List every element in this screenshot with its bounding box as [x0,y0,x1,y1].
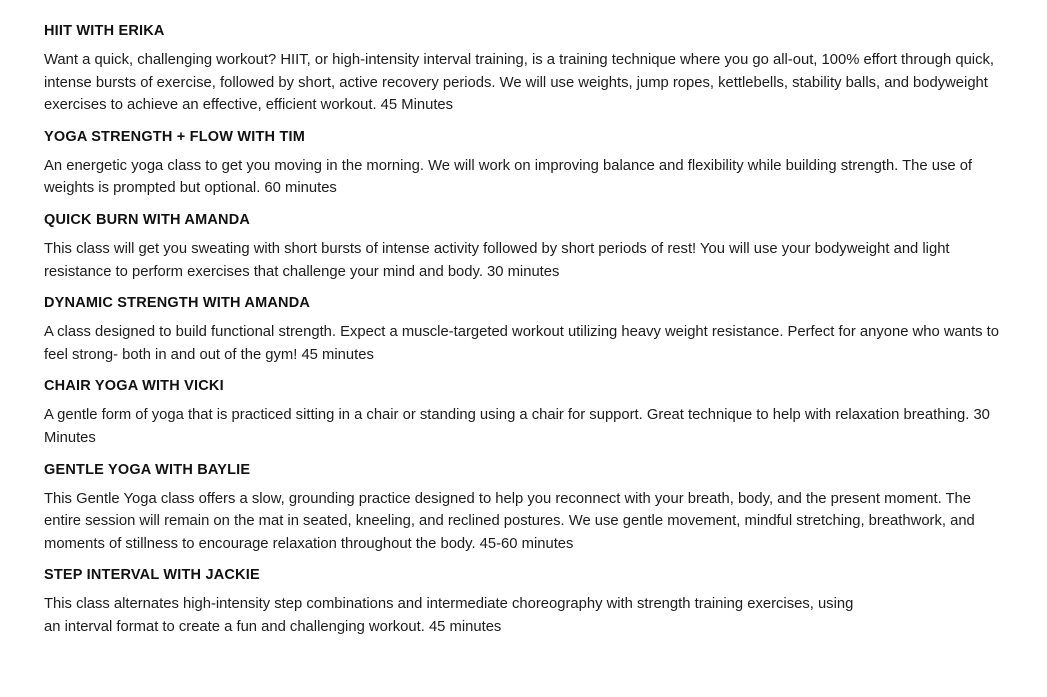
class-description: Want a quick, challenging workout? HIIT, or high-intensity interval training, is a training technique where you go all-out, 100% effort through quick, intense bursts of exercise, followed by short, active recovery periods. We will use weights, jump ropes, kettlebells, stability balls, and bodyweight exercises to achieve an effective, efficient workout. 45 Minutes [44,52,994,114]
class-title: HIIT WITH ERIKA [44,23,165,39]
class-entry-chair-yoga [44,377,1003,449]
class-description-line: This class alternates high-intensity step combinations and intermediate choreography with strength training exercises, using [44,596,854,613]
class-entry-gentle-yoga [44,461,1003,556]
class-description: An energetic yoga class to get you moving in the morning. We will work on improving balance and flexibility while building strength. The use of weights is prompted but optional. 60 minutes [44,157,973,197]
class-entry-step-interval [44,566,1003,638]
class-title: DYNAMIC STRENGTH WITH AMANDA [44,295,311,312]
class-title: GENTLE YOGA WITH BAYLIE [44,461,251,478]
class-entry-hiit [44,22,1003,117]
class-description: A gentle form of yoga that is practiced sitting in a chair or standing using a chair for support. Great technique to help with relaxation breathing. 30 Minutes [44,407,990,446]
class-title: STEP INTERVAL WITH JACKIE [44,567,260,584]
class-description [44,593,1003,638]
class-entry-quick-burn [44,211,1003,283]
class-description: This Gentle Yoga class offers a slow, grounding practice designed to help you reconnect with your breath, body, and the present moment. The entire session will remain on the mat in seated, kneeling, and reclined postures. We use gentle movement, mindful stretching, breathwork, and moments of stillness to encourage relaxation throughout the body. 45-60 minutes [44,490,975,552]
class-title: CHAIR YOGA WITH VICKI [44,378,224,395]
class-description: This class will get you sweating with short bursts of intense activity followed by short periods of rest! You will use your bodyweight and light resistance to perform exercises that challenge your mind and body. 30 minutes [44,240,950,280]
class-description: A class designed to build functional strength. Expect a muscle-targeted workout utilizing heavy weight resistance. Perfect for anyone who wants to feel strong- both in and out of the gym! 45 minutes [44,324,999,363]
class-description-line: an interval format to create a fun and challenging workout. 45 minutes [44,618,502,635]
class-entry-yoga-strength-flow [44,128,1003,200]
class-title: QUICK BURN WITH AMANDA [44,211,251,228]
class-entry-dynamic-strength [44,294,1003,366]
class-title: YOGA STRENGTH + FLOW WITH TIM [44,128,306,145]
